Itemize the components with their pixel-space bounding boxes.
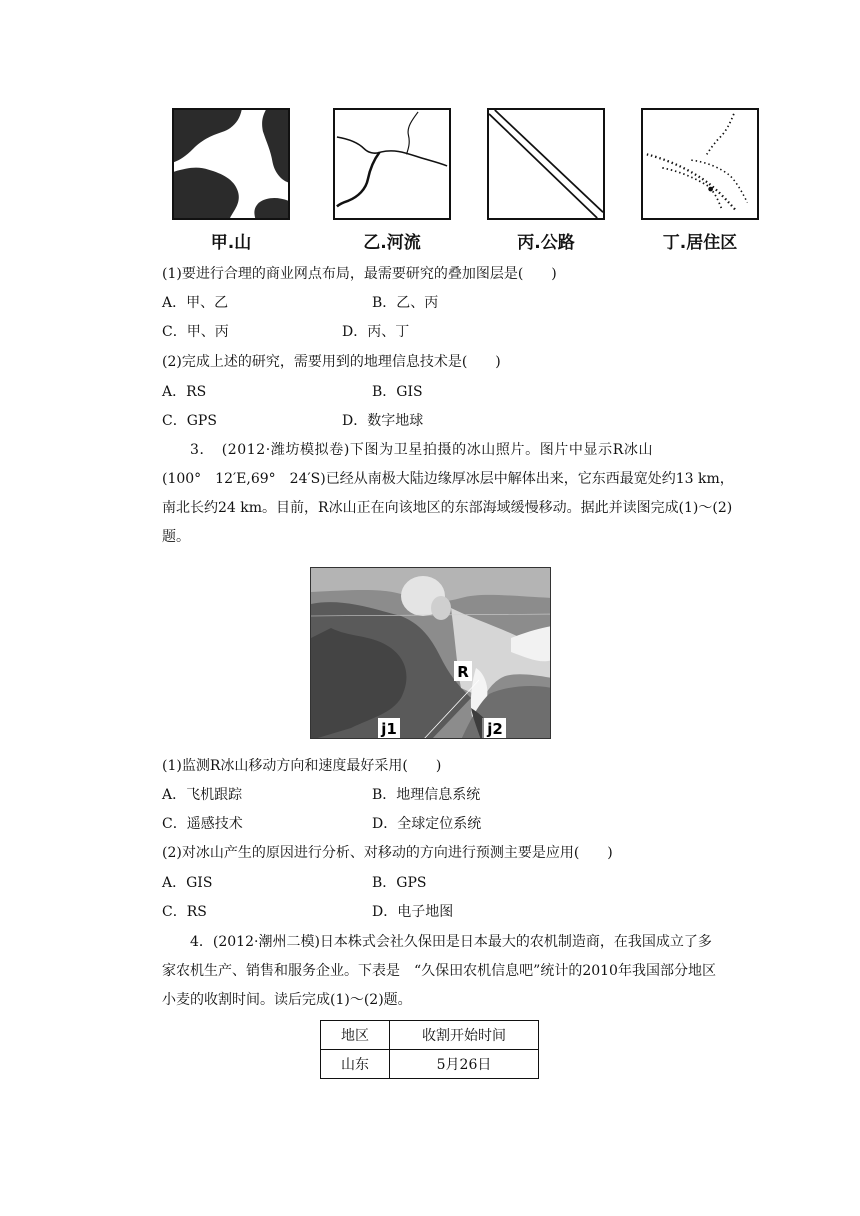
q4-stem-line-1: 4．(2012·潮州二模)日本株式会社久保田是日本最大的农机制造商，在我国成立了多: [190, 934, 712, 950]
layer-caption-residential: 丁.居住区: [662, 233, 738, 253]
table-row: [321, 1050, 539, 1079]
q3-sub2-option-a[interactable]: A．GIS: [162, 875, 213, 891]
table-header-row: [321, 1021, 539, 1050]
iceberg-satellite-photo: [310, 567, 551, 739]
table-header-region: 地区: [321, 1021, 390, 1050]
q2-sub1-option-b[interactable]: B．乙、丙: [372, 295, 439, 311]
q2-sub2-option-d[interactable]: D．数字地球: [342, 413, 424, 429]
residential-layer-map: [641, 108, 759, 220]
road-layer-map: [487, 108, 605, 220]
photo-label-j1: j1: [381, 720, 397, 738]
q2-sub2-option-c[interactable]: C．GPS: [162, 413, 217, 429]
q2-sub2-stem: (2)完成上述的研究，需要用到的地理信息技术是( ): [162, 354, 501, 370]
q3-sub1-stem: (1)监测R冰山移动方向和速度最好采用( ): [162, 758, 442, 774]
layer-caption-mountain: 甲.山: [210, 233, 252, 253]
q2-sub1-option-d[interactable]: D．丙、丁: [342, 324, 410, 340]
q2-sub1-option-a[interactable]: A．甲、乙: [162, 295, 229, 311]
layer-caption-road: 丙.公路: [517, 233, 575, 253]
harvest-time-table: [320, 1020, 539, 1079]
q3-sub1-option-c[interactable]: C．遥感技术: [162, 816, 243, 832]
table-cell-harvest-start: 5月26日: [390, 1050, 539, 1079]
q3-sub1-option-b[interactable]: B．地理信息系统: [372, 787, 481, 803]
q3-sub2-option-c[interactable]: C．RS: [162, 904, 207, 920]
river-layer-map: [333, 108, 451, 220]
q2-sub2-option-b[interactable]: B．GIS: [372, 384, 423, 400]
q3-sub2-stem: (2)对冰山产生的原因进行分析、对移动的方向进行预测主要是应用( ): [162, 845, 613, 861]
q3-stem-line-1: 3． (2012·潍坊模拟卷)下图为卫星拍摄的冰山照片。图片中显示R冰山: [190, 442, 654, 458]
q3-stem-line-4: 题。: [162, 529, 190, 545]
mountain-layer-map: [172, 108, 290, 220]
layer-caption-river: 乙.河流: [363, 233, 421, 253]
photo-label-j2: j2: [487, 720, 503, 738]
q3-stem-line-3: 南北长约24 km。目前，R冰山正在向该地区的东部海域缓慢移动。据此并读图完成(1)～(2): [162, 500, 733, 516]
q3-sub2-option-b[interactable]: B．GPS: [372, 875, 427, 891]
table-header-harvest-start: 收割开始时间: [390, 1021, 539, 1050]
q3-sub1-option-d[interactable]: D．全球定位系统: [372, 816, 482, 832]
q3-sub1-option-a[interactable]: A．飞机跟踪: [162, 787, 243, 803]
q2-sub1-stem: (1)要进行合理的商业网点布局，最需要研究的叠加图层是( ): [162, 266, 557, 282]
table-cell-region: 山东: [321, 1050, 390, 1079]
q2-sub2-option-a[interactable]: A．RS: [162, 384, 207, 400]
q3-sub2-option-d[interactable]: D．电子地图: [372, 904, 454, 920]
q4-stem-line-2: 家农机生产、销售和服务企业。下表是 “久保田农机信息吧”统计的2010年我国部分地区: [162, 963, 716, 979]
q2-sub1-option-c[interactable]: C．甲、丙: [162, 324, 229, 340]
q4-stem-line-3: 小麦的收割时间。读后完成(1)～(2)题。: [162, 992, 412, 1008]
photo-label-r: R: [457, 663, 469, 681]
q3-stem-line-2: (100° 12′E,69° 24′S)已经从南极大陆边缘厚冰层中解体出来，它东西最宽处约13 km，: [162, 471, 734, 487]
